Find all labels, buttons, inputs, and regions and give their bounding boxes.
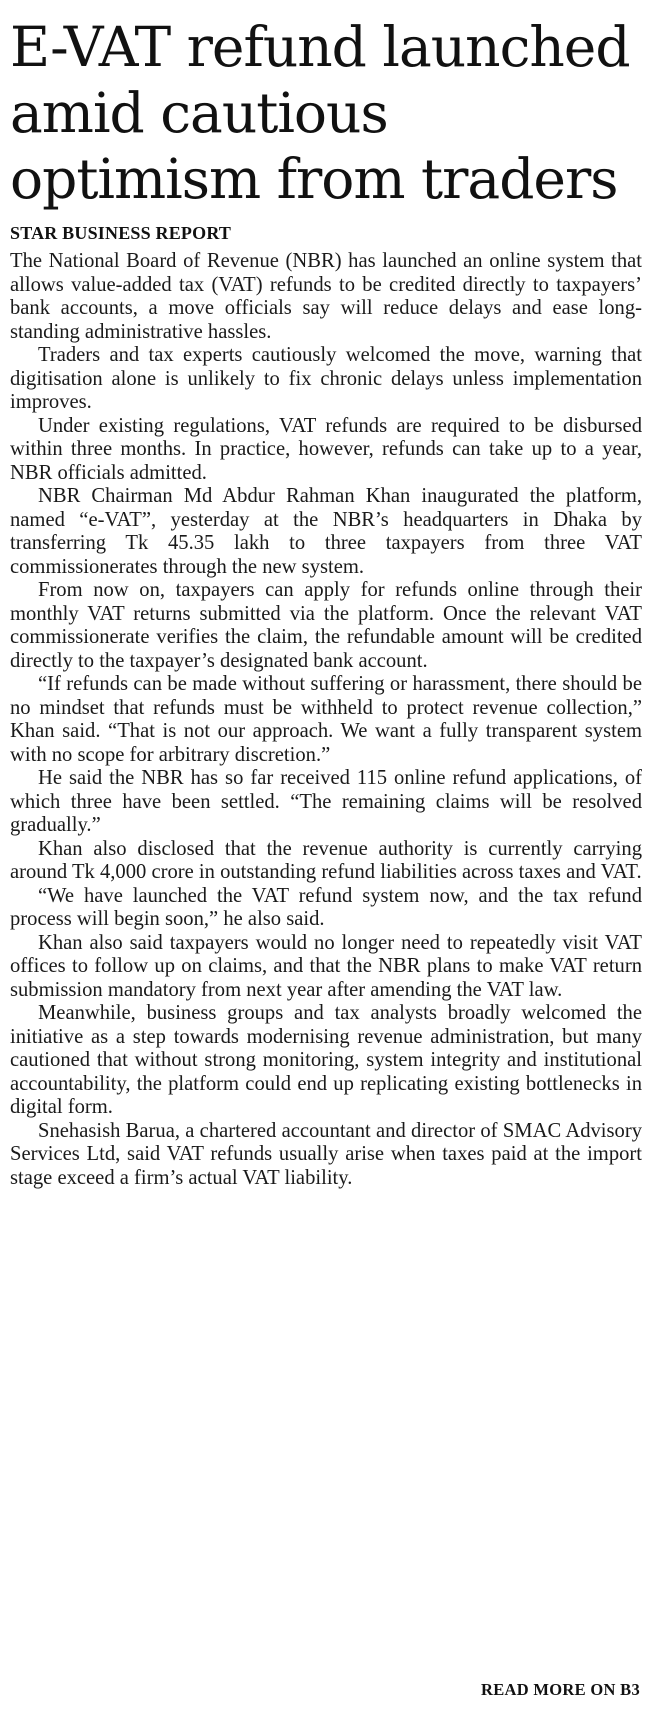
article-paragraph: Khan also said taxpayers would no longer need to repeatedly visit VAT offices to follow up on claims, and that the NBR plans to make VAT return submission mandatory from next year after amending the VAT law. [10, 931, 642, 1001]
byline: STAR BUSINESS REPORT [10, 223, 232, 243]
article-paragraph: Snehasish Barua, a chartered accountant and director of SMAC Advisory Services Ltd, said VAT refunds usually arise when taxes paid at the import stage exceed a firm’s actual VAT liability. [10, 1119, 642, 1189]
headline: E-VAT refund launched amid cautious optimism from traders [10, 15, 630, 211]
article-paragraph: The National Board of Revenue (NBR) has launched an online system that allows value-added tax (VAT) refunds to be credited directly to taxpayers’ bank accounts, a move officials say will reduce delays and ease long-standing administrative hassles. [10, 250, 642, 343]
article-paragraph: He said the NBR has so far received 115 online refund applications, of which three have been settled. “The remaining claims will be resolved gradually.” [10, 767, 642, 836]
article-paragraph: Meanwhile, business groups and tax analysts broadly welcomed the initiative as a step towards modernising revenue administration, but many cautioned that without strong monitoring, system integrity and institutional accountability, the platform could end up replicating existing bottlenecks in digital form. [10, 1002, 642, 1118]
article-paragraph: Khan also disclosed that the revenue authority is currently carrying around Tk 4,000 crore in outstanding refund liabilities across taxes and VAT. [10, 837, 642, 883]
read-more-link[interactable]: READ MORE ON B3 [481, 1680, 640, 1699]
article-paragraph: NBR Chairman Md Abdur Rahman Khan inaugurated the platform, named “e-VAT”, yesterday at the NBR’s headquarters in Dhaka by transferring Tk 45.35 lakh to three taxpayers from three VAT commissionerates through the new system. [10, 485, 642, 578]
article [10, 14, 642, 1190]
article-paragraph: Traders and tax experts cautiously welcomed the move, warning that digitisation alone is unlikely to fix chronic delays unless implementation improves. [10, 344, 642, 413]
article-paragraph: From now on, taxpayers can apply for refunds online through their monthly VAT returns submitted via the platform. Once the relevant VAT commissionerate verifies the claim, the refundable amount will be credited directly to the taxpayer’s designated bank account. [10, 579, 642, 672]
article-paragraph: Under existing regulations, VAT refunds are required to be disbursed within three months. In practice, however, refunds can take up to a year, NBR officials admitted. [10, 414, 642, 484]
article-paragraph: “We have launched the VAT refund system now, and the tax refund process will begin soon,” he also said. [10, 884, 642, 930]
article-body [10, 250, 642, 1190]
article-paragraph: “If refunds can be made without suffering or harassment, there should be no mindset that refunds must be withheld to protect revenue collection,” Khan said. “That is not our approach. We want a fully transparent system with no scope for arbitrary discretion.” [10, 673, 642, 766]
